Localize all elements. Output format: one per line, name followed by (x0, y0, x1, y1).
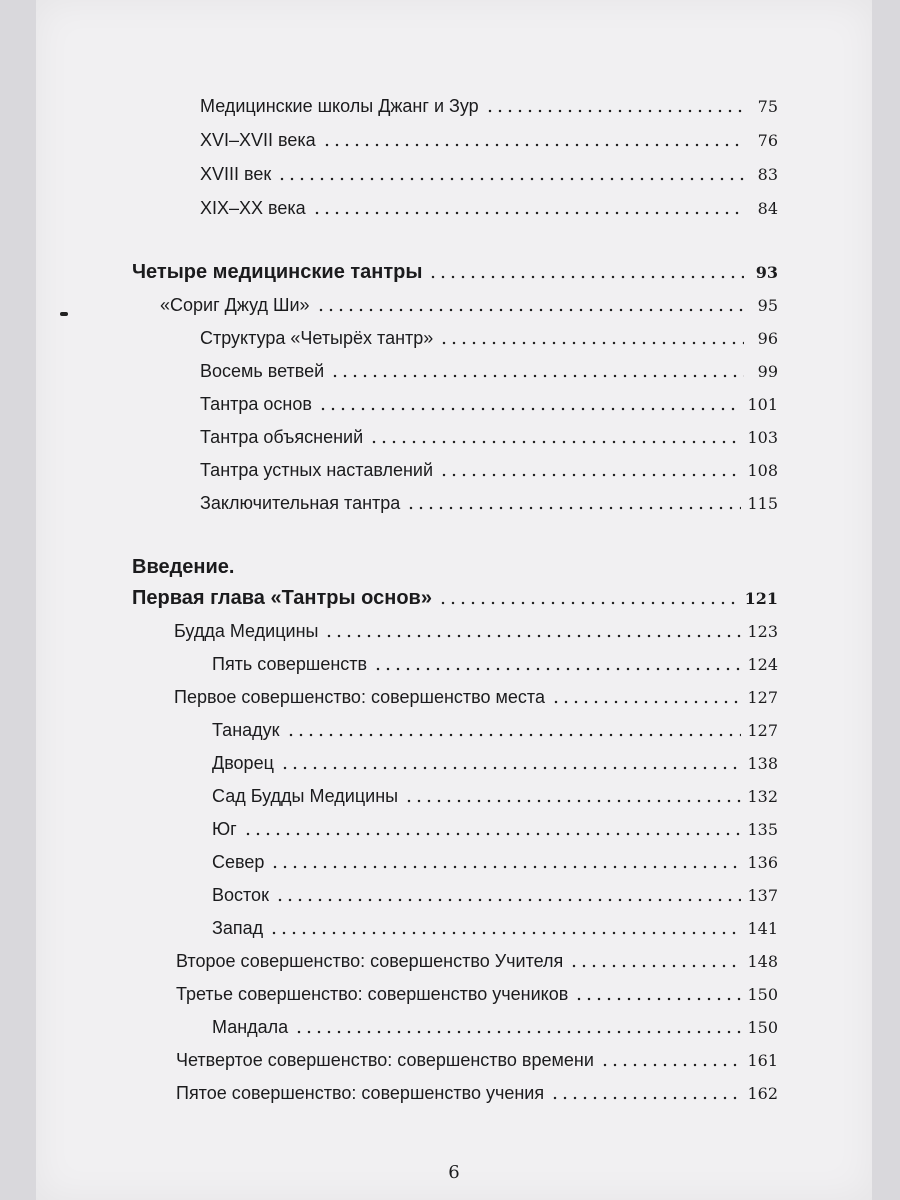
toc-entry (200, 162, 778, 187)
toc-entry-page: 84 (757, 199, 778, 218)
toc-entry (200, 359, 778, 384)
toc-entry (174, 619, 778, 644)
toc-entry (132, 586, 778, 611)
toc-entry (200, 458, 778, 483)
dot-leader (428, 275, 744, 279)
toc-entry-page: 132 (747, 787, 778, 806)
dot-leader (243, 832, 742, 836)
dot-leader (406, 506, 741, 510)
toc-entry (200, 392, 778, 417)
dot-leader (373, 667, 741, 671)
toc-entry-page: 141 (747, 919, 778, 938)
dot-leader (324, 634, 741, 638)
toc-entry (200, 128, 778, 153)
toc-entry-page: 76 (757, 131, 778, 150)
dot-leader (270, 865, 741, 869)
dot-leader (439, 473, 741, 477)
toc-entry-page: 115 (747, 494, 778, 513)
toc-entry-title: Запад (212, 918, 264, 938)
toc-entry-page: 127 (747, 721, 778, 740)
toc-entry-title: Пятое совершенство: совершенство учения (176, 1083, 545, 1103)
dot-leader (550, 1096, 741, 1100)
toc-entry-title: Первая глава «Тантры основ» (132, 587, 432, 609)
dot-leader (316, 308, 744, 312)
toc-entry-title: Третье совершенство: совершенство учеников (176, 984, 569, 1004)
toc-entry-title: Первое совершенство: совершенство места (174, 687, 545, 707)
toc-entry-page: 75 (757, 97, 778, 116)
toc-entry-page: 99 (757, 362, 778, 381)
toc-entry-title: Пять совершенств (212, 654, 368, 674)
toc-entry-title: Сад Будды Медицины (212, 786, 399, 806)
toc-entry (174, 685, 778, 710)
toc-entry-page: 123 (747, 622, 778, 641)
toc-entry (176, 949, 778, 974)
toc-entry-title: Четвертое совершенство: совершенство времени (176, 1050, 594, 1070)
toc-entry-title: Юг (212, 819, 237, 839)
toc-entry-title: Мандала (212, 1017, 289, 1037)
toc-entry-title: Танадук (212, 720, 280, 740)
toc-entry-page: 162 (747, 1084, 778, 1103)
toc-entry (212, 817, 778, 842)
toc-entry-title: Второе совершенство: совершенство Учителя (176, 951, 564, 971)
dot-leader (318, 407, 742, 411)
toc-entry-page: 135 (747, 820, 778, 839)
toc-entry-title: Дворец (212, 753, 274, 773)
toc-entry (212, 850, 778, 875)
toc-entry (212, 751, 778, 776)
toc-entry-page: 101 (747, 395, 778, 414)
toc-entry-page: 137 (747, 886, 778, 905)
toc-entry-title: Тантра основ (200, 394, 312, 414)
dot-leader (269, 931, 741, 935)
toc-entry (160, 293, 778, 318)
toc-entry-page: 108 (747, 461, 778, 480)
dot-leader (280, 766, 742, 770)
dot-leader (439, 341, 744, 345)
dot-leader (286, 733, 742, 737)
dot-leader (277, 177, 744, 181)
toc-entry (200, 196, 778, 221)
toc-entry-page: 95 (757, 296, 778, 315)
intro-heading: Введение. (132, 556, 235, 578)
dot-leader (294, 1030, 741, 1034)
toc-entry (200, 326, 778, 351)
dot-leader (600, 1063, 742, 1067)
dot-leader (438, 601, 739, 605)
dot-leader (369, 440, 741, 444)
toc-entry-title: Структура «Четырёх тантр» (200, 328, 434, 348)
toc-entry-page: 127 (747, 688, 778, 707)
dot-leader (569, 964, 741, 968)
dot-leader (574, 997, 741, 1001)
toc-entry (212, 1015, 778, 1040)
toc-entry-page: 124 (747, 655, 778, 674)
toc-entry-title: Заключительная тантра (200, 493, 401, 513)
toc-entry (212, 718, 778, 743)
toc-entry (200, 94, 778, 119)
toc-entry-title: Тантра устных наставлений (200, 460, 434, 480)
toc-entry (212, 784, 778, 809)
page-number: 6 (448, 1162, 460, 1183)
toc-entry-page: 96 (757, 329, 778, 348)
toc-entry-page: 150 (747, 985, 778, 1004)
toc-entry-page: 161 (747, 1051, 778, 1070)
book-page (36, 0, 872, 1200)
toc-entry (212, 883, 778, 908)
toc-entry-title: Север (212, 852, 265, 872)
dot-leader (551, 700, 741, 704)
dot-leader (322, 143, 744, 147)
toc-entry-page: 148 (747, 952, 778, 971)
dot-leader (275, 898, 742, 902)
toc-entry-title: XVI–XVII века (200, 130, 316, 150)
toc-entry-page: 138 (747, 754, 778, 773)
toc-entry-title: Четыре медицинские тантры (132, 261, 423, 283)
toc-entry (212, 916, 778, 941)
toc-entry-title: Будда Медицины (174, 621, 319, 641)
toc-entry (176, 982, 778, 1007)
dot-leader (330, 374, 744, 378)
toc-entry-title: XIX–XX века (200, 198, 306, 218)
toc-entry-page: 121 (744, 589, 778, 608)
toc-entry (212, 652, 778, 677)
toc-entry-title: Восток (212, 885, 269, 905)
toc-entry-title: Тантра объяснений (200, 427, 364, 447)
toc-entry (132, 260, 778, 285)
toc-entry-page: 136 (747, 853, 778, 872)
toc-entry (176, 1081, 778, 1106)
dot-leader (404, 799, 741, 803)
toc-entry-title: Восемь ветвей (200, 361, 325, 381)
dot-leader (485, 109, 744, 113)
toc-entry (200, 491, 778, 516)
table-of-contents (36, 0, 872, 1200)
toc-entry-page: 150 (747, 1018, 778, 1037)
toc-entry (200, 425, 778, 450)
toc-entry-title: XVIII век (200, 164, 272, 184)
toc-entry-title: «Сориг Джуд Ши» (160, 295, 310, 315)
toc-entry-title: Медицинские школы Джанг и Зур (200, 96, 479, 116)
toc-entry (176, 1048, 778, 1073)
toc-entry-page: 93 (755, 263, 778, 282)
toc-entry-page: 103 (747, 428, 778, 447)
dot-leader (312, 211, 744, 215)
toc-entry-page: 83 (757, 165, 778, 184)
